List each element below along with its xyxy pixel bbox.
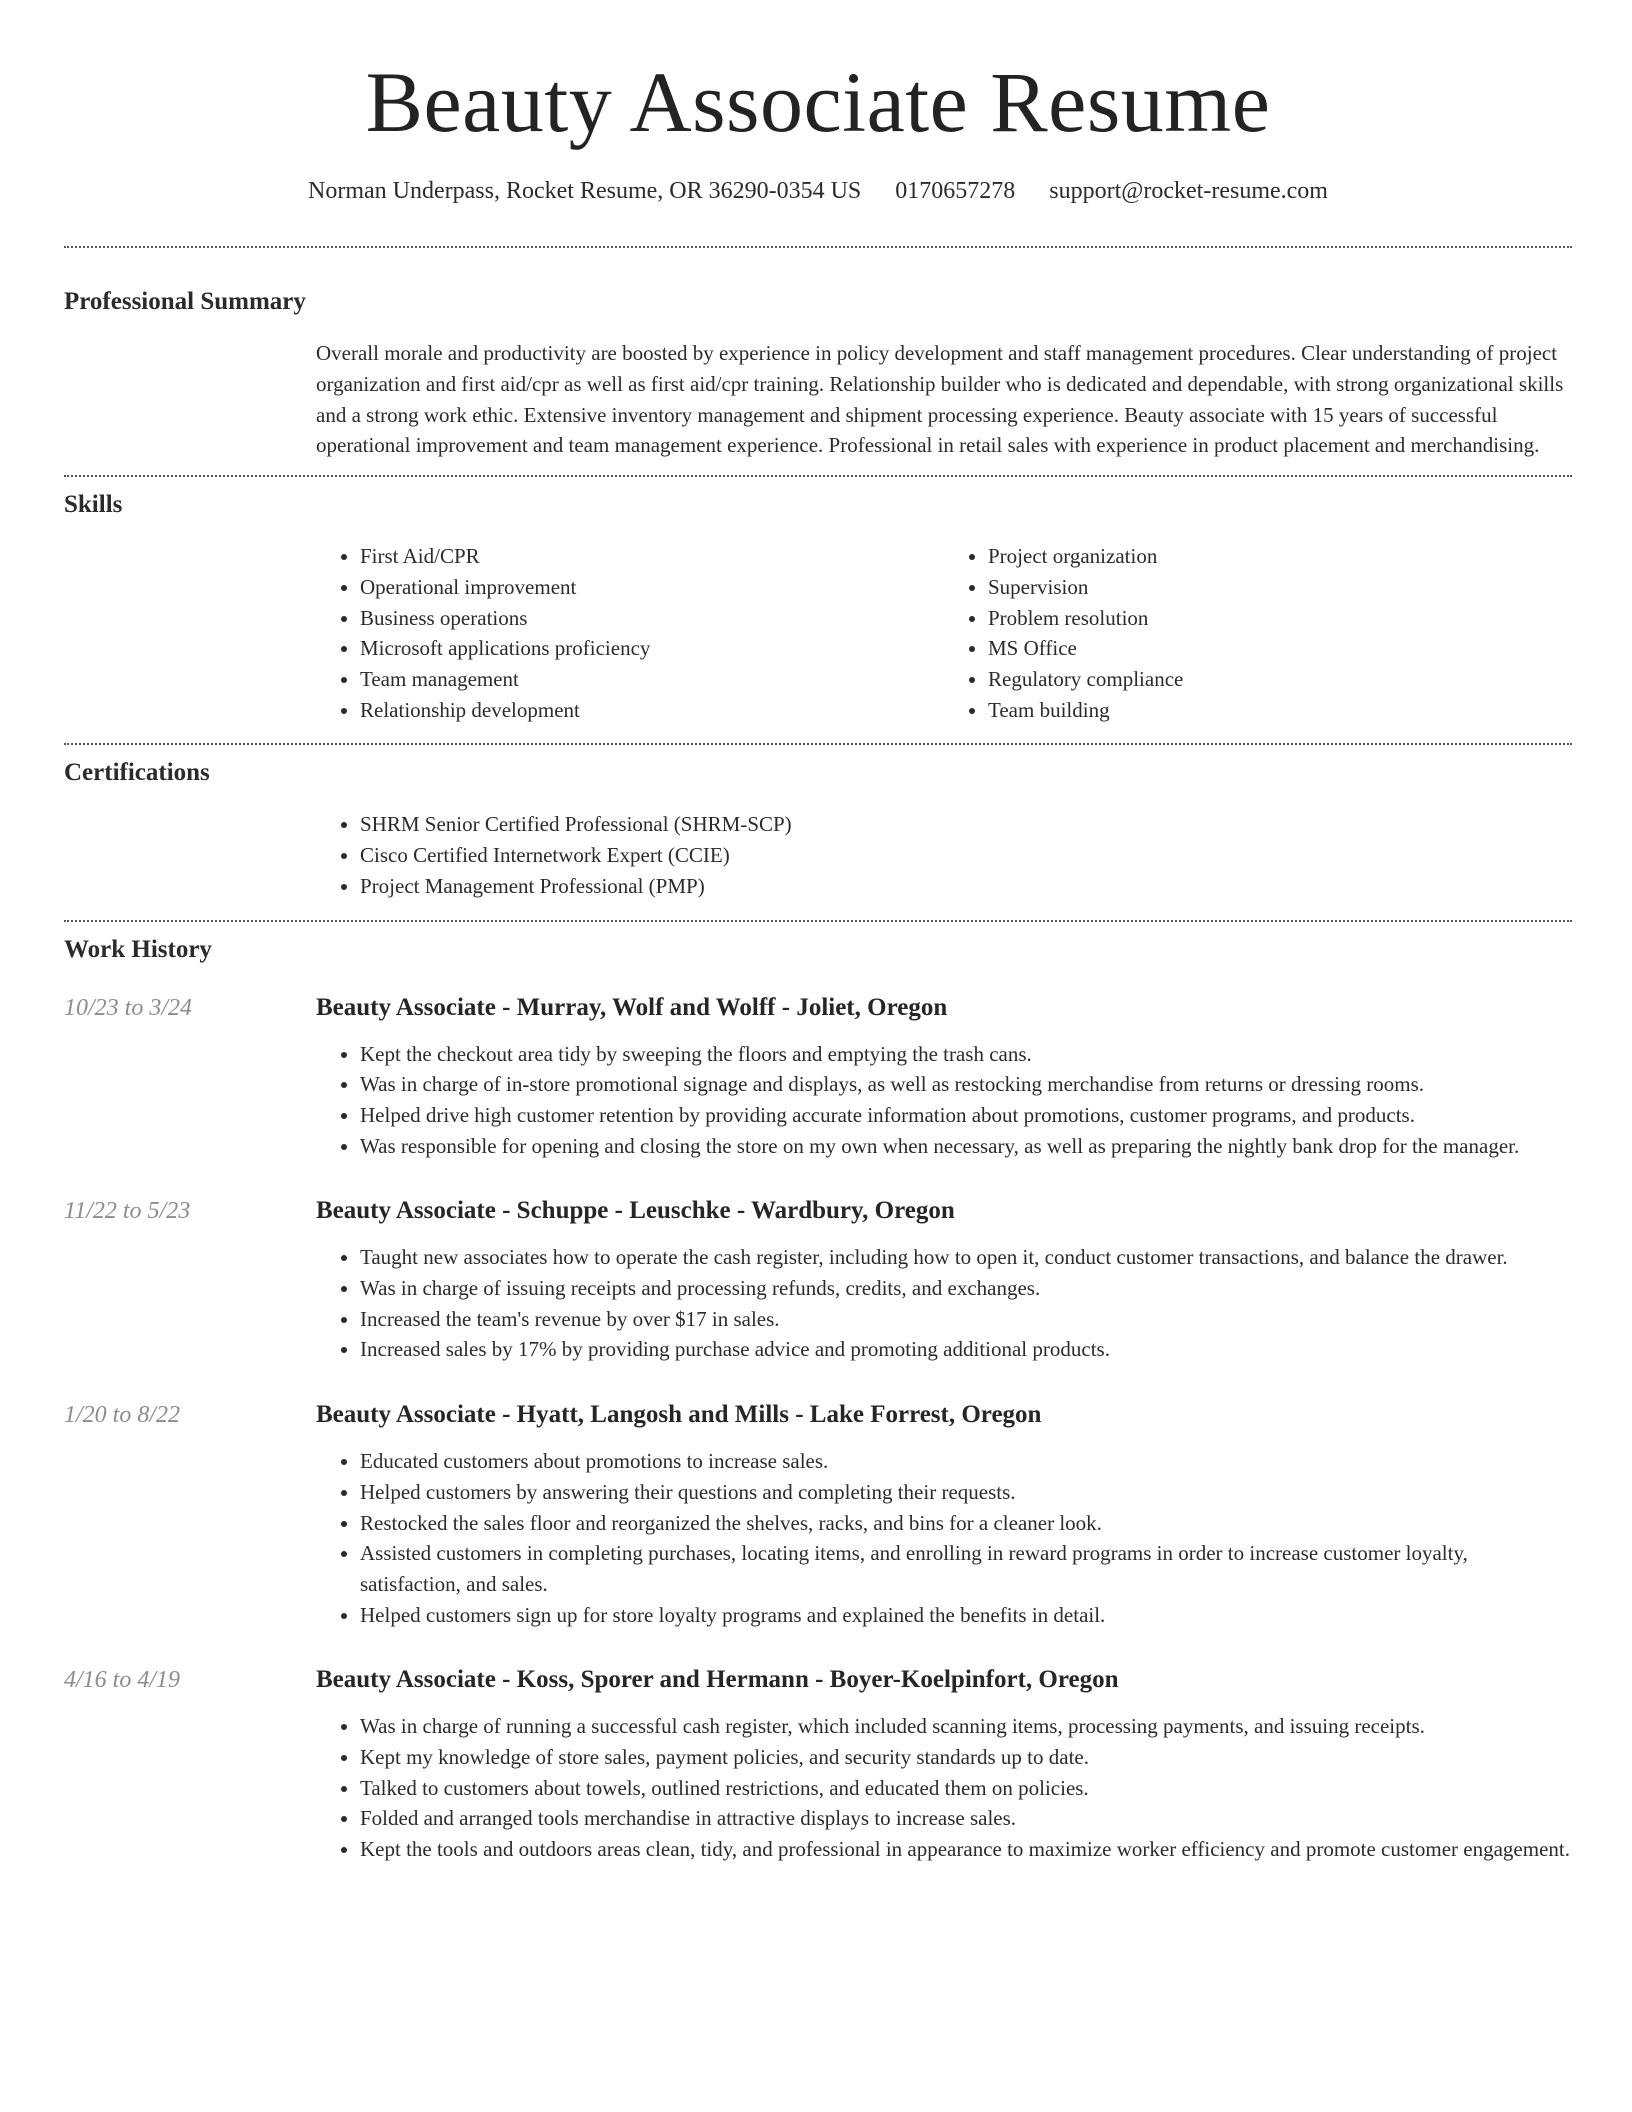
- job-title: Beauty Associate - Hyatt, Langosh and Mills - Lake Forrest, Oregon: [316, 1401, 1042, 1429]
- divider: [64, 743, 1572, 745]
- resume-title: Beauty Associate Resume: [365, 54, 1271, 150]
- summary-text: Overall morale and productivity are boosted by experience in policy development and staff management procedures. Clear understanding of project organization and first aid/cpr as well as first aid/cpr training. Relationship builder who is dedicated and dependable, with strong organizational skills and a strong work ethic. Extensive inventory management and shipment processing experience. Beauty associate with 15 years of successful operational improvement and team management experience. Professional in retail sales with experience in product placement and merchandising.: [316, 341, 1564, 458]
- certifications-heading: Certifications: [64, 759, 210, 787]
- list-item: • First Aid/CPR: [360, 541, 944, 572]
- list-item: • Increased sales by 17% by providing purchase advice and promoting additional products.: [360, 1334, 1572, 1365]
- job-bullets: [316, 1446, 1572, 1630]
- list-item: • Was responsible for opening and closing the store on my own when necessary, as well as preparing the nightly bank drop for the manager.: [360, 1131, 1572, 1162]
- list-item: • Kept the tools and outdoors areas clean, tidy, and professional in appearance to maximize worker efficiency and promote customer engagement.: [360, 1834, 1572, 1865]
- skills-list: [316, 541, 1572, 725]
- job-entry: [64, 1195, 1572, 1365]
- divider: [64, 246, 1572, 248]
- divider: [64, 475, 1572, 477]
- list-item: • Cisco Certified Internetwork Expert (CCIE): [360, 840, 1572, 871]
- job-entry: [64, 1399, 1572, 1630]
- list-item: • Was in charge of in-store promotional signage and displays, as well as restocking merchandise from returns or dressing rooms.: [360, 1069, 1572, 1100]
- list-item: • Helped customers by answering their questions and completing their requests.: [360, 1477, 1572, 1508]
- contact-line: [64, 176, 1572, 206]
- list-item: • Problem resolution: [988, 603, 1572, 634]
- list-item: • Was in charge of issuing receipts and processing refunds, credits, and exchanges.: [360, 1273, 1572, 1304]
- list-item: • Restocked the sales floor and reorganized the shelves, racks, and bins for a cleaner look.: [360, 1508, 1572, 1539]
- list-item: • Folded and arranged tools merchandise in attractive displays to increase sales.: [360, 1803, 1572, 1834]
- list-item: • Increased the team's revenue by over $17 in sales.: [360, 1304, 1572, 1335]
- list-item: • Helped drive high customer retention by providing accurate information about promotions, customer programs, and products.: [360, 1100, 1572, 1131]
- list-item: • Kept my knowledge of store sales, payment policies, and security standards up to date.: [360, 1742, 1572, 1773]
- job-bullets: [316, 1242, 1572, 1365]
- list-item: • Business operations: [360, 603, 944, 634]
- job-bullets: [316, 1711, 1572, 1865]
- list-item: • Relationship development: [360, 695, 944, 726]
- skills-column-right: [944, 541, 1572, 725]
- contact-phone: 0170657278: [895, 178, 1016, 204]
- list-item: • Was in charge of running a successful cash register, which included scanning items, processing payments, and issuing receipts.: [360, 1711, 1572, 1742]
- list-item: • Kept the checkout area tidy by sweeping the floors and emptying the trash cans.: [360, 1039, 1572, 1070]
- job-entry: [64, 1664, 1572, 1865]
- list-item: • Regulatory compliance: [988, 664, 1572, 695]
- skills-heading: Skills: [64, 491, 123, 519]
- job-title: Beauty Associate - Koss, Sporer and Hermann - Boyer-Koelpinfort, Oregon: [316, 1666, 1119, 1694]
- skills-column-left: [316, 541, 944, 725]
- job-date: 4/16 to 4/19: [64, 1667, 181, 1694]
- list-item: • Helped customers sign up for store loyalty programs and explained the benefits in detail.: [360, 1600, 1572, 1631]
- job-date: 10/23 to 3/24: [64, 994, 193, 1021]
- contact-address: Norman Underpass, Rocket Resume, OR 36290-0354 US: [308, 178, 862, 204]
- list-item: • Operational improvement: [360, 572, 944, 603]
- list-item: • Microsoft applications proficiency: [360, 633, 944, 664]
- list-item: • Talked to customers about towels, outlined restrictions, and educated them on policies.: [360, 1773, 1572, 1804]
- certifications-list: [316, 809, 1572, 901]
- list-item: • SHRM Senior Certified Professional (SHRM-SCP): [360, 809, 1572, 840]
- job-entry: [64, 992, 1572, 1162]
- list-item: • Project Management Professional (PMP): [360, 871, 1572, 902]
- list-item: • Project organization: [988, 541, 1572, 572]
- divider: [64, 920, 1572, 922]
- list-item: • Supervision: [988, 572, 1572, 603]
- work-history-heading: Work History: [64, 935, 212, 963]
- resume-page: [64, 0, 1572, 1865]
- list-item: • Team building: [988, 695, 1572, 726]
- list-item: • Educated customers about promotions to increase sales.: [360, 1446, 1572, 1477]
- job-title: Beauty Associate - Schuppe - Leuschke - Wardbury, Oregon: [316, 1197, 955, 1225]
- job-bullets: [316, 1039, 1572, 1162]
- list-item: • Assisted customers in completing purchases, locating items, and enrolling in reward programs in order to increase customer loyalty, satisfaction, and sales.: [360, 1538, 1572, 1599]
- job-date: 1/20 to 8/22: [64, 1402, 181, 1429]
- summary-heading: Professional Summary: [64, 288, 306, 315]
- list-item: • Taught new associates how to operate the cash register, including how to open it, conduct customer transactions, and balance the drawer.: [360, 1242, 1572, 1273]
- job-title: Beauty Associate - Murray, Wolf and Wolff - Joliet, Oregon: [316, 993, 948, 1021]
- list-item: • MS Office: [988, 633, 1572, 664]
- list-item: • Team management: [360, 664, 944, 695]
- job-date: 11/22 to 5/23: [64, 1198, 191, 1225]
- contact-email: support@rocket-resume.com: [1049, 178, 1328, 204]
